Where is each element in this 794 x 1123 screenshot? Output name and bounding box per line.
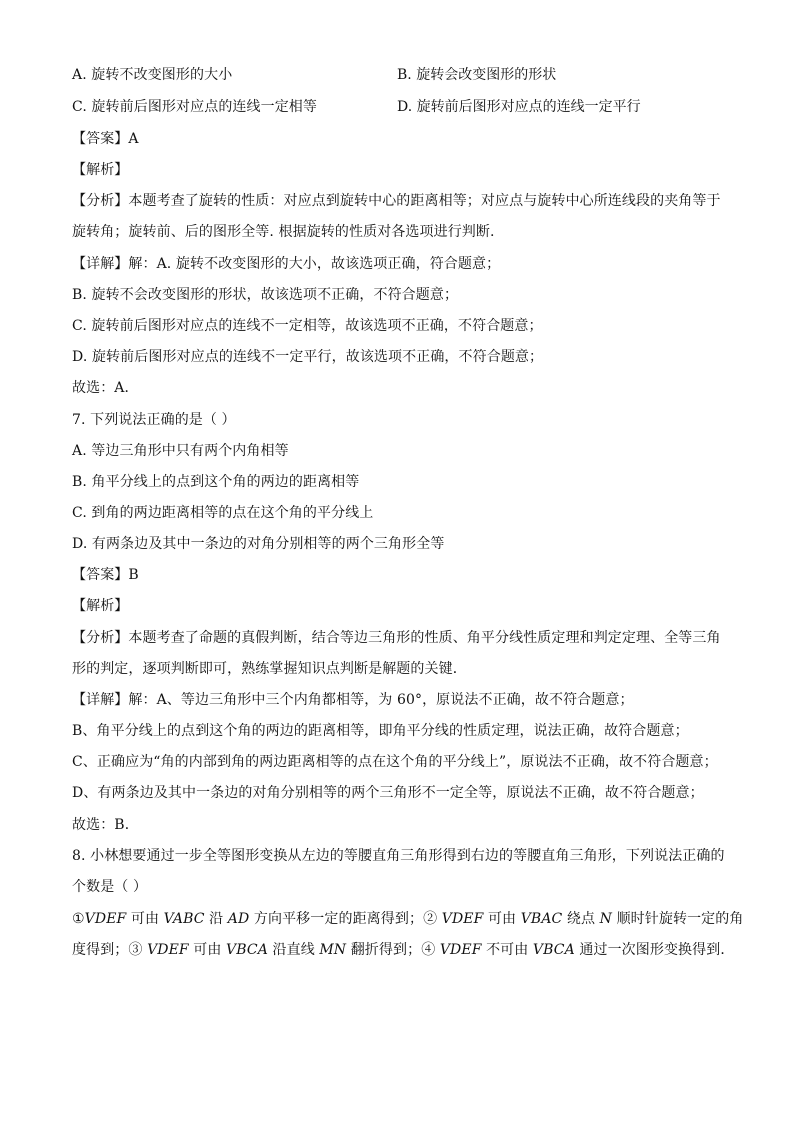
q8-stem-line-1: 8. 小林想要通过一步全等图形变换从左边的等腰直角三角形得到右边的等腰直角三角形，下列说法正确的 xyxy=(72,848,725,864)
q7-analysis-line-1: 【分析】本题考查了命题的真假判断，结合等边三角形的性质、角平分线性质定理和判定定理、全等三角 xyxy=(72,630,721,646)
q8-l1-triangle-def: VDEF xyxy=(84,911,127,927)
q8-l1-part: 可由 xyxy=(126,911,164,927)
q8-l1-triangle-abc: VABC xyxy=(163,911,205,927)
q8-statement-line-1 xyxy=(72,909,743,929)
q7-option-d: D. 有两条边及其中一条边的对角分别相等的两个三角形全等 xyxy=(72,536,445,552)
q7-option-a: A. 等边三角形中只有两个内角相等 xyxy=(72,443,289,459)
q8-l1-point-n: N xyxy=(599,911,613,927)
q8-l1-part: 方向平移一定的距离得到；② xyxy=(249,911,442,927)
q7-detail-line-2: B、角平分线上的点到这个角的两边的距离相等，即角平分线的性质定理，说法正确，故符合题意； xyxy=(72,723,689,739)
q8-l2-part: 可由 xyxy=(188,942,227,958)
q7-detail-line-1: 【详解】解：A、等边三角形中三个内角都相等，为 60°，原说法不正确，故不符合题意； xyxy=(72,692,634,708)
q6-detail-line-3: C. 旋转前后图形对应点的连线不一定相等，故该选项不正确，不符合题意； xyxy=(72,318,543,334)
q8-l2-line-mn: MN xyxy=(319,942,347,958)
q8-l1-segment-ad: AD xyxy=(227,911,250,927)
q6-detail-line-1: 【详解】解：A. 旋转不改变图形的大小，故该选项正确，符合题意； xyxy=(72,256,501,272)
q8-l2-part: 通过一次图形变换得到． xyxy=(574,942,735,958)
q8-l1-triangle-bac: VBAC xyxy=(520,911,563,927)
q6-option-a: A. 旋转不改变图形的大小 xyxy=(72,67,233,83)
q8-l2-triangle-def: VDEF xyxy=(147,942,189,958)
q7-conclusion: 故选：B． xyxy=(72,817,139,833)
q8-l2-triangle-def-2: VDEF xyxy=(439,942,482,958)
q6-option-c: C. 旋转前后图形对应点的连线一定相等 xyxy=(72,99,318,115)
q7-jiexi-heading: 【解析】 xyxy=(72,598,129,614)
q6-analysis-line-1: 【分析】本题考查了旋转的性质：对应点到旋转中心的距离相等；对应点与旋转中心所连线段的夹角等于 xyxy=(72,193,721,209)
q6-option-b: B. 旋转会改变图形的形状 xyxy=(397,67,557,83)
q6-detail-line-2: B. 旋转不会改变图形的形状，故该选项不正确，不符合题意； xyxy=(72,287,459,303)
q8-l2-part: 翻折得到；④ xyxy=(346,942,440,958)
q8-stem-line-2: 个数是（ ） xyxy=(72,879,148,895)
q8-l2-part: 度得到；③ xyxy=(72,942,148,958)
q6-jiexi-heading: 【解析】 xyxy=(72,162,129,178)
q7-detail-line-4: D、有两条边及其中一条边的对角分别相等的两个三角形不一定全等，原说法不正确，故不符合题意； xyxy=(72,785,704,801)
q8-l1-triangle-def-2: VDEF xyxy=(441,911,484,927)
q8-l1-part: 可由 xyxy=(483,911,521,927)
q6-option-d: D. 旋转前后图形对应点的连线一定平行 xyxy=(397,99,641,115)
q8-l1-part: 沿 xyxy=(204,911,228,927)
q6-answer: 【答案】A xyxy=(72,131,139,147)
q7-analysis-line-2: 形的判定，逐项判断即可，熟练掌握知识点判断是解题的关键． xyxy=(72,661,467,677)
q7-detail-line-3: C、正确应为“角的内部到角的两边距离相等的点在这个角的平分线上”，原说法不正确，故不符合题意； xyxy=(72,754,718,770)
q8-l2-triangle-bca-2: VBCA xyxy=(532,942,575,958)
q7-option-c: C. 到角的两边距离相等的点在这个角的平分线上 xyxy=(72,505,374,521)
q6-analysis-line-2: 旋转角；旋转前、后的图形全等. 根据旋转的性质对各选项进行判断. xyxy=(72,224,495,240)
q6-conclusion: 故选：A． xyxy=(72,380,139,396)
q8-l1-part: ① xyxy=(72,911,85,927)
q8-l2-part: 沿直线 xyxy=(267,942,320,958)
q8-l2-triangle-bca: VBCA xyxy=(226,942,268,958)
q8-l2-part: 不可由 xyxy=(481,942,533,958)
q7-answer: 【答案】B xyxy=(72,567,139,583)
q7-stem: 7. 下列说法正确的是（ ） xyxy=(72,412,236,428)
q8-statement-line-2 xyxy=(72,940,734,960)
q8-l1-part: 绕点 xyxy=(562,911,600,927)
q7-option-b: B. 角平分线上的点到这个角的两边的距离相等 xyxy=(72,474,360,490)
q8-l1-part: 顺时针旋转一定的角 xyxy=(612,911,744,927)
q6-detail-line-4: D. 旋转前后图形对应点的连线不一定平行，故该选项不正确，不符合题意； xyxy=(72,349,544,365)
